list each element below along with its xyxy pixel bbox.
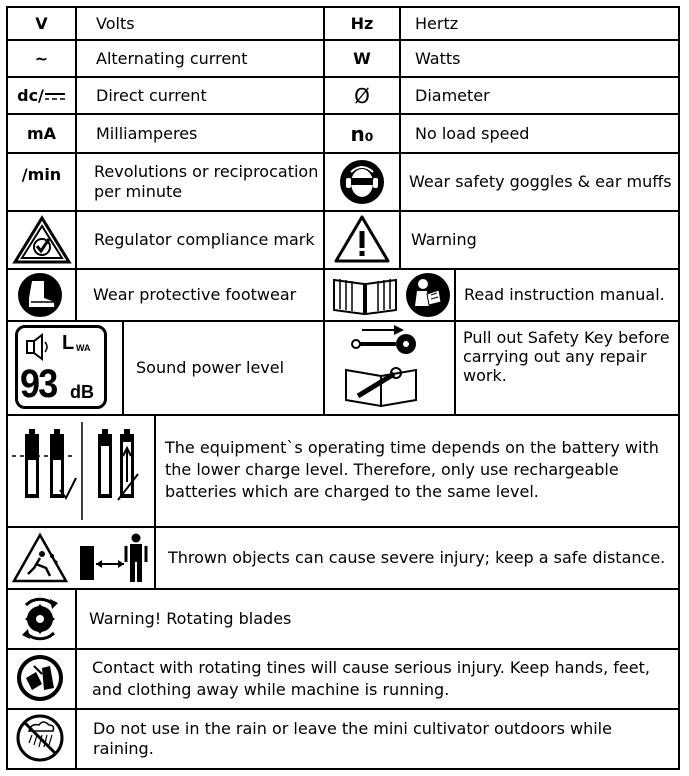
ac-label: Alternating current: [96, 48, 248, 68]
ac-symbol: ~: [34, 49, 49, 68]
regulator-compliance-mark-icon: [12, 215, 72, 265]
col-divider: [122, 320, 124, 416]
battery-label: The equipment`s operating time depends on the battery with the lower charge level. Therefore, only use rechargeable batteries which are charged to the same level.: [165, 438, 659, 501]
ma-symbol: mA: [26, 124, 57, 143]
volts-symbol: V: [35, 14, 48, 33]
dc-symbol-cell: [8, 78, 75, 113]
diameter-label: Diameter: [415, 85, 490, 105]
rain-label: Do not use in the rain or leave the mini cultivator outdoors while raining.: [93, 719, 612, 758]
battery-charge-icon: [10, 420, 150, 522]
noload-symbol: n₀: [350, 121, 374, 146]
row-divider: [6, 320, 680, 322]
warning-label: Warning: [411, 230, 477, 249]
volts-label: Volts: [96, 13, 135, 33]
dc-label: Direct current: [96, 85, 207, 105]
watts-label: Watts: [415, 48, 461, 68]
thrown-label: Thrown objects can cause severe injury; keep a safe distance.: [168, 548, 666, 567]
hertz-label: Hertz: [415, 13, 459, 33]
dc-line-icon: [44, 90, 66, 102]
col-divider: [154, 414, 156, 528]
safetykey-label: Pull out Safety Key before carrying out any repair work.: [463, 327, 670, 385]
diameter-symbol: Ø: [354, 83, 370, 108]
col-divider: [399, 6, 401, 270]
warning-triangle-icon: [333, 214, 391, 264]
col-divider: [75, 268, 77, 322]
col-divider: [454, 268, 456, 416]
safety-goggles-ear-muffs-icon: [338, 158, 386, 206]
sound-power-label-badge: [15, 325, 107, 409]
hertz-symbol: Hz: [350, 14, 374, 33]
sound-level-value: 93: [20, 362, 57, 406]
rpm-symbol: /min: [21, 164, 62, 184]
protective-footwear-icon: [17, 272, 63, 318]
noload-label: No load speed: [415, 123, 530, 143]
rotating-blades-icon: [14, 593, 66, 645]
regulator-label: Regulator compliance mark: [94, 230, 315, 249]
read-manual-icon: [405, 272, 451, 318]
speaker-icon: [24, 332, 54, 362]
lwa-symbol: L: [62, 332, 75, 354]
blades-label: Warning! Rotating blades: [89, 609, 292, 628]
sound-level-unit: dB: [70, 382, 94, 402]
thrown-objects-icon: [12, 532, 152, 584]
col-divider: [75, 588, 77, 770]
no-rain-icon: [15, 713, 65, 763]
goggles-label: Wear safety goggles & ear muffs: [409, 172, 672, 191]
ma-label: Milliamperes: [96, 123, 198, 143]
col-divider: [154, 526, 156, 590]
sound-label: Sound power level: [136, 358, 285, 377]
footwear-label: Wear protective footwear: [93, 285, 297, 304]
col-divider: [75, 6, 77, 212]
tines-label: Contact with rotating tines will cause serious injury. Keep hands, feet, and clothing away while machine is running.: [92, 658, 650, 699]
book-icon: [330, 274, 400, 316]
dc-symbol: dc/: [17, 86, 44, 105]
lwa-subscript: WA: [76, 343, 91, 353]
rotating-tines-icon: [16, 654, 64, 702]
col-divider: [75, 210, 77, 270]
manual-label: Read instruction manual.: [464, 285, 665, 304]
watts-symbol: W: [353, 49, 371, 68]
rpm-label: Revolutions or reciprocation per minute: [94, 162, 319, 201]
safety-key-icon: [336, 324, 448, 412]
